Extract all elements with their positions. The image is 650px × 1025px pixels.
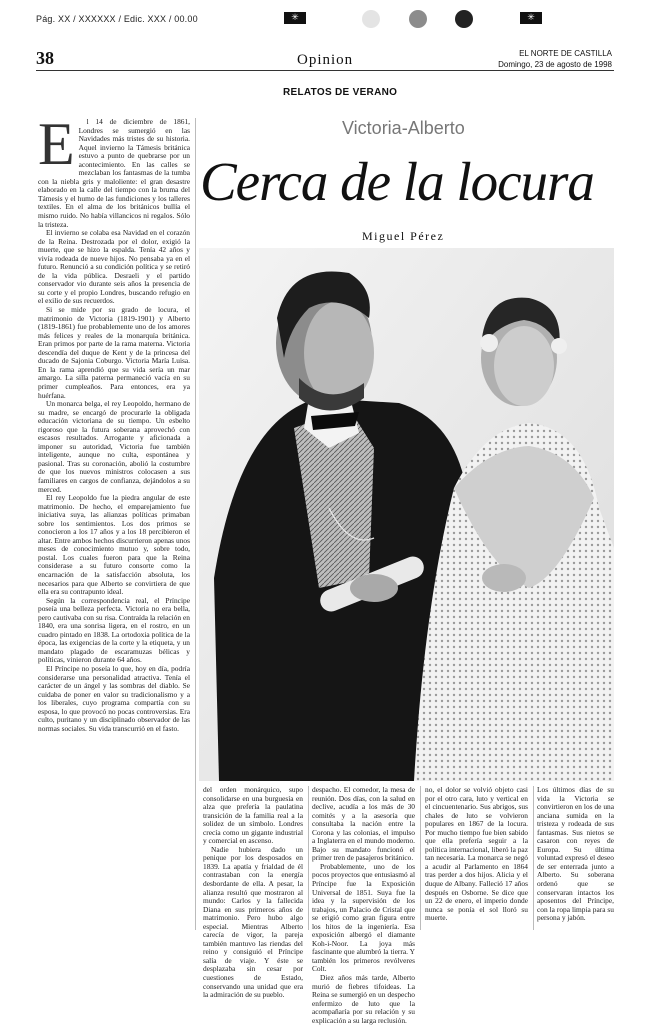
color-swatch-dark <box>455 10 473 28</box>
paragraph: El Príncipe no poseía lo que, hoy en día, podría considerarse una personalidad atractiva. Tenía el carácter de un ángel y las sombras del diablo. Se cuidaba de poner en valor su tradicionalismo y a los liberales, cuyo programa compartía con su esposa, lo que provocó no pocas controversias. Era culto, puritano y un disciplinado observador de las normas sociales. Su vida transcurrió en el fasto. <box>38 664 190 733</box>
subheadline: Victoria-Alberto <box>342 118 465 138</box>
column-divider <box>420 786 421 930</box>
paragraph: Si se mide por su grado de locura, el matrimonio de Victoria (1819-1901) y Alberto (1819-1861) fue probablemente uno de los amores más felices y reales de la monarquía británica. Eran primos por parte de la rama materna. Victoria descendía del duque de Kent y de la princesa del ducado de Sajonia Coburgo. Victoria María Luisa. En la rama aprendió que su vida sería un mar amargo. La silla paterna permaneció vacía en su primer cumpleaños. Para entonces, era ya huérfana. <box>38 305 190 400</box>
paragraph: El invierno se colaba esa Navidad en el corazón de la Reina. Destrozada por el dolor, exigió la muerte, que se hizo la espalda. Tenía 42 años y vivía rodeada de nueve hijos. No pensaba ya en el futuro. Renunció a su condición política y se retiró de la vida pública. Desraeli y el partido conservador vio durante seis años la presencia de su corte y el propio Londres, buscando refugio en el exilio de sus recuerdos. <box>38 228 190 306</box>
section-title: Opinion <box>297 52 354 68</box>
issue-date: Domingo, 23 de agosto de 1998 <box>498 60 612 69</box>
paragraph: Un monarca belga, el rey Leopoldo, hermano de su madre, se encargó de procurarle la obligada educación victoriana de su tiempo. Un esbelto rigoroso que la futura soberana aprovechó con escasos resultados. Arrogante y aficionada a imponer su autoridad, Victoria fue también inteligente, aunque no culta, espontánea y pasional. Tras su coronación, abolió la costumbre de que los nuevos ministros colocasen a sus familiares en cargos de confianza, dejándolos a su merced. <box>38 399 190 494</box>
article-column-5 <box>537 786 614 930</box>
headline: Cerca de la locura <box>200 151 594 212</box>
paragraph: Nadie hubiera dado un penique por los desposados en 1839. La apatía y frialdad de él contrastaban con la energía desbordante de ella. A pesar, la alianza resultó que mostraron al mundo: Carlos y la fallecida Diana en sus primeros años de matrimonio. Pero hubo algo especial. Mientras Alberto carecía de vigor, la pareja también mantuvo las riendas del reino y consiguió el Príncipe salía de viaje. Y éste se desplazaba sin cesar por cuestiones de Estado, conservando una unidad que era la admiración de su pueblo. <box>203 844 303 1000</box>
byline: Miguel Pérez <box>362 229 445 243</box>
portrait-illustration <box>199 248 614 781</box>
column-divider <box>533 786 534 930</box>
column-divider <box>195 118 196 930</box>
article-column-1 <box>38 111 190 930</box>
header-rule <box>36 70 614 71</box>
paragraph: despacho. El comedor, la mesa de reunión. Dos días, con la salud en declive, acudía a los más de 30 comités y a la asesoría que consultaba la nación entre la Corona y las colonias, el impulso a Inglaterra en el mundo moderno. Bajo su mandato funcionó el primer tren de pasajeros británico. <box>312 785 415 863</box>
kicker: RELATOS DE VERANO <box>283 87 398 98</box>
article-column-4 <box>425 786 528 930</box>
print-slug: Pág. XX / XXXXXX / Edic. XXX / 00.00 <box>36 14 198 24</box>
paragraph: Probablemente, uno de los pocos proyectos que entusiasmó al Príncipe fue la Exposición Universal de 1851. Suya fue la idea y la supervisión de los trabajos, un Palacio de Cristal que se erigió como gran figura entre los hitos de la ingeniería. Esa exposición albergó el diamante Koh-i-Noor. La joya más fascinante que alumbró la tierra. Y también los primeros revólveres Colt. <box>312 861 415 974</box>
paragraph: del orden monárquico, supo consolidarse en una burguesía en alza que prefería la paulatina transición de la familia real a la solidez de un símbolo. Londres crecía como un gigante industrial y comercial en ascenso. <box>203 785 303 846</box>
paragraph: Según la correspondencia real, el Príncipe poseía una belleza perfecta. Victoria no era bella, pero cautivaba con su risa. Contraída la relación en 1840, era una sonrisa ligera, en el rostro, en un cuadro pintado en 1838. La ortodoxia política de la época, las exigencias de la corte y la etiqueta, y un mandato plagado de escaramuzas bélicas y políticas, vinieron durante 64 años. <box>38 595 190 665</box>
registration-mark-icon: ✳ <box>520 12 542 24</box>
paragraph: Los últimos días de su vida la Victoria se convirtieron en los de una anciana sumida en la tristeza y rodeada de sus fantasmas. Sus nietos se casaron con reyes de Europa. Su última voluntad expresó el deseo de ser enterrada junto a Alberto. Su soberana ordenó que se conservaran intactos los aposentos del Príncipe, con la ropa limpia para su persona y jabón. <box>537 785 614 923</box>
paper-name: EL NORTE DE CASTILLA <box>519 49 612 58</box>
page-number: 38 <box>36 48 54 68</box>
victoria-albert-photo <box>199 248 614 781</box>
column-divider <box>308 786 309 930</box>
paragraph: El rey Leopoldo fue la piedra angular de este matrimonio. De hecho, el emparejamiento fue iniciativa suya, las alianzas políticas primaban sobre los sentimientos. Los dos primos se conocieron a los 17 años y a los 18 percibieron el altar. Entre ambos hechos discurrieron apenas unos meses de conocimiento mutuo y, sobre todo, postal. Los cuales fueron para que la Reina considerase a su futuro consorte como la encarnación de la satisfacción absoluta, los necesarios para que Alberto se convirtiera de que ella era su contrapunto ideal. <box>38 493 190 597</box>
masthead-info <box>498 48 612 70</box>
article-column-2 <box>203 785 303 1000</box>
paragraph: no, el dolor se volvió objeto casi por el otro cara, luto y vertical en el cincuentenario. Sus abrigos, sus chales de luto se volvieron populares en 1867 de la locura. Por mucho tiempo fue bien sabido que ella prefería seguir a la política internacional, liberó la paz tan necesaria. La monarca se negó a acudir al Parlamento en 1864 tras perder a dos hijos. Alicia y el duque de Albany. Falleció 17 años después en Osborne. Se dice que un 22 de enero, el imperio donde nunca se ponía el sol lloró su muerte. <box>425 785 528 923</box>
article-column-3 <box>312 785 415 1025</box>
registration-mark-icon: ✳ <box>284 12 306 24</box>
paragraph: l 14 de diciembre de 1861, Londres se sumergió en las Navidades más tristes de su historia. Aquel invierno la Támesis británica estuvo a punto de quebrarse por un acontecimiento. En las calles se mezclaban los fantasmas de la tumba con la niebla gris y maloliente: el gran desastre elaborado en la calle del tiempo con la bruma del Támesis y el humo de las fundiciones y los talleres textiles. En el alma de los británicos bullía el mismo ruido. No había villancicos ni regalos. Sólo la tristeza. <box>38 117 190 229</box>
color-swatch-light <box>362 10 380 28</box>
paragraph: Diez años más tarde, Alberto murió de fiebres tifoideas. La Reina se sumergió en un despecho enfermizo de luto que la acompañaría por su relación y su explicación a su larga reclusión. <box>312 973 415 1025</box>
drop-cap: E <box>38 111 75 177</box>
color-swatch-mid <box>409 10 427 28</box>
